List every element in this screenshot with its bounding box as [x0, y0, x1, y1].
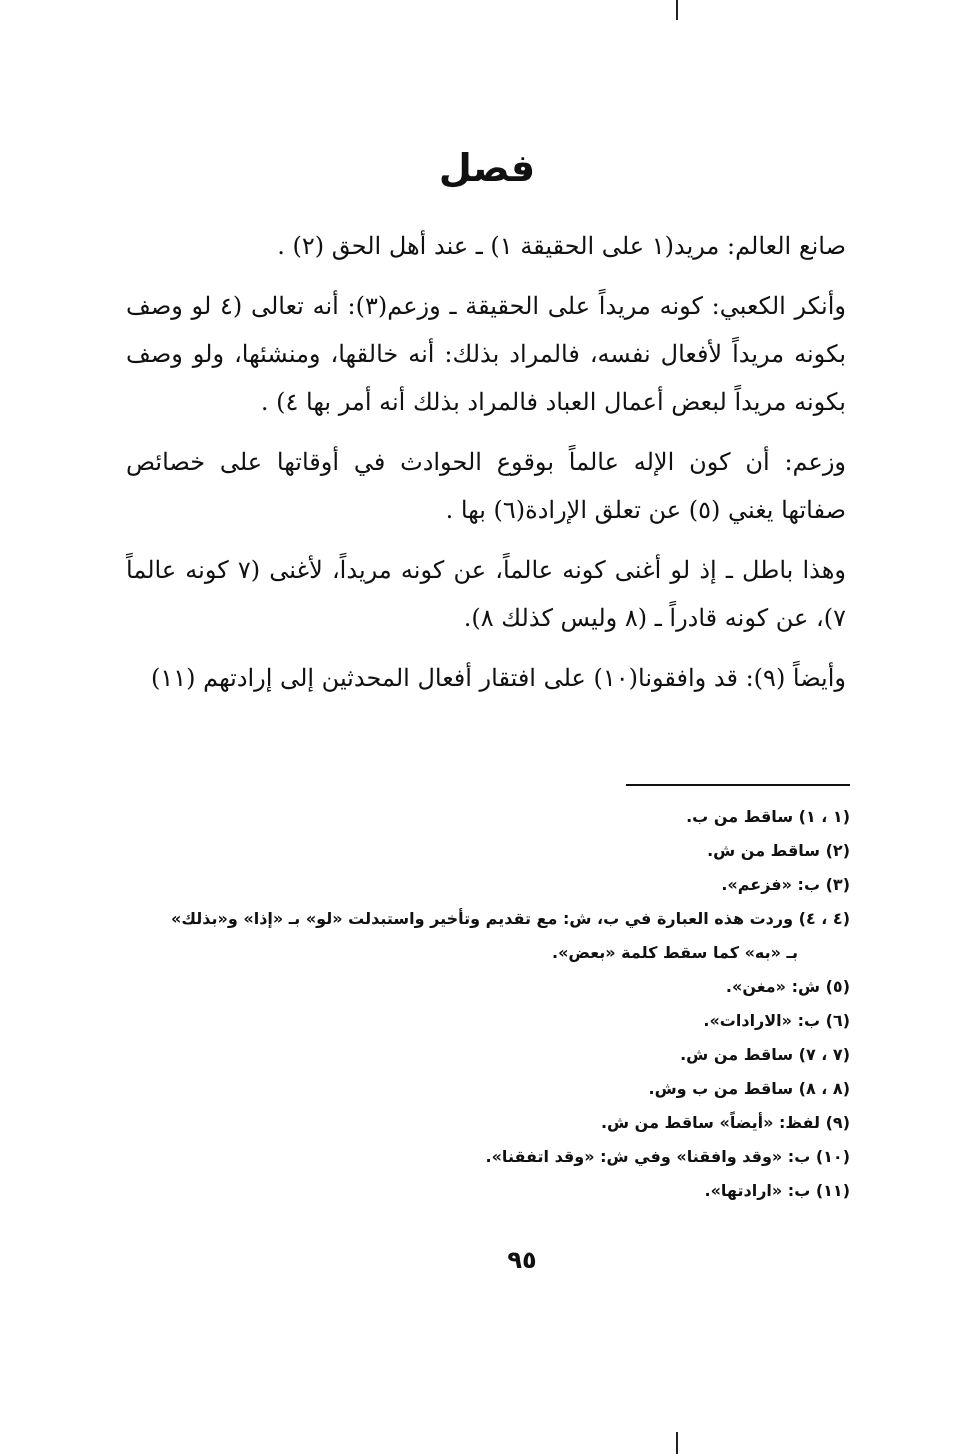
footnote-10: (١٠) ب: «وقد وافقنا» وفي ش: «وقد اتفقنا». [485, 1147, 850, 1166]
footnote-7: (٧ ، ٧) ساقط من ش. [680, 1045, 850, 1064]
footnote-6: (٦) ب: «الارادات». [703, 1011, 850, 1030]
footnote-3: (٣) ب: «فزعم». [721, 875, 850, 894]
main-text [126, 222, 846, 714]
paragraph-2: وأنكر الكعبي: كونه مريداً على الحقيقة ـ وزعم(٣): أنه تعالى (٤ لو وصف بكونه مريداً لأفعال نفسه، فالمراد بذلك: أنه خالقها، ومنشئها، ولو وصف بكونه مريداً لبعض أعمال العباد فالمراد بذلك أنه أمر بها ٤) . [126, 292, 846, 416]
crop-mark-top [676, 0, 678, 20]
page-number: ٩٥ [507, 1246, 537, 1274]
footnote-separator [626, 784, 850, 786]
section-heading: فصل [438, 146, 536, 190]
footnote-2: (٢) ساقط من ش. [707, 841, 850, 860]
footnote-9: (٩) لفظ: «أيضاً» ساقط من ش. [600, 1113, 850, 1132]
paragraph-1: صانع العالم: مريد(١ على الحقيقة ١) ـ عند أهل الحق (٢) . [277, 232, 846, 260]
crop-mark-bottom [676, 1432, 678, 1454]
footnotes [120, 800, 850, 1208]
footnote-11: (١١) ب: «ارادتها». [704, 1181, 850, 1200]
footnote-4-continuation: بـ «به» كما سقط كلمة «بعض». [551, 943, 798, 962]
paragraph-3: وزعم: أن كون الإله عالماً بوقوع الحوادث في أوقاتها على خصائص صفاتها يغني (٥) عن تعلق الإرادة(٦) بها . [126, 448, 847, 524]
footnote-1: (١ ، ١) ساقط من ب. [686, 807, 850, 826]
paragraph-5: وأيضاً (٩): قد وافقونا(١٠) على افتقار أفعال المحدثين إلى إرادتهم (١١) [150, 664, 846, 692]
footnote-8: (٨ ، ٨) ساقط من ب وش. [648, 1079, 850, 1098]
footnote-5: (٥) ش: «مغن». [725, 977, 850, 996]
paragraph-4: وهذا باطل ـ إذ لو أغنى كونه عالماً، عن كونه مريداً، لأغنى (٧ كونه عالماً ٧)، عن كونه قادراً ـ (٨ وليس كذلك ٨). [126, 556, 846, 632]
footnote-4: (٤ ، ٤) وردت هذه العبارة في ب، ش: مع تقديم وتأخير واستبدلت «لو» بـ «إذا» و«بذلك» [171, 909, 850, 928]
